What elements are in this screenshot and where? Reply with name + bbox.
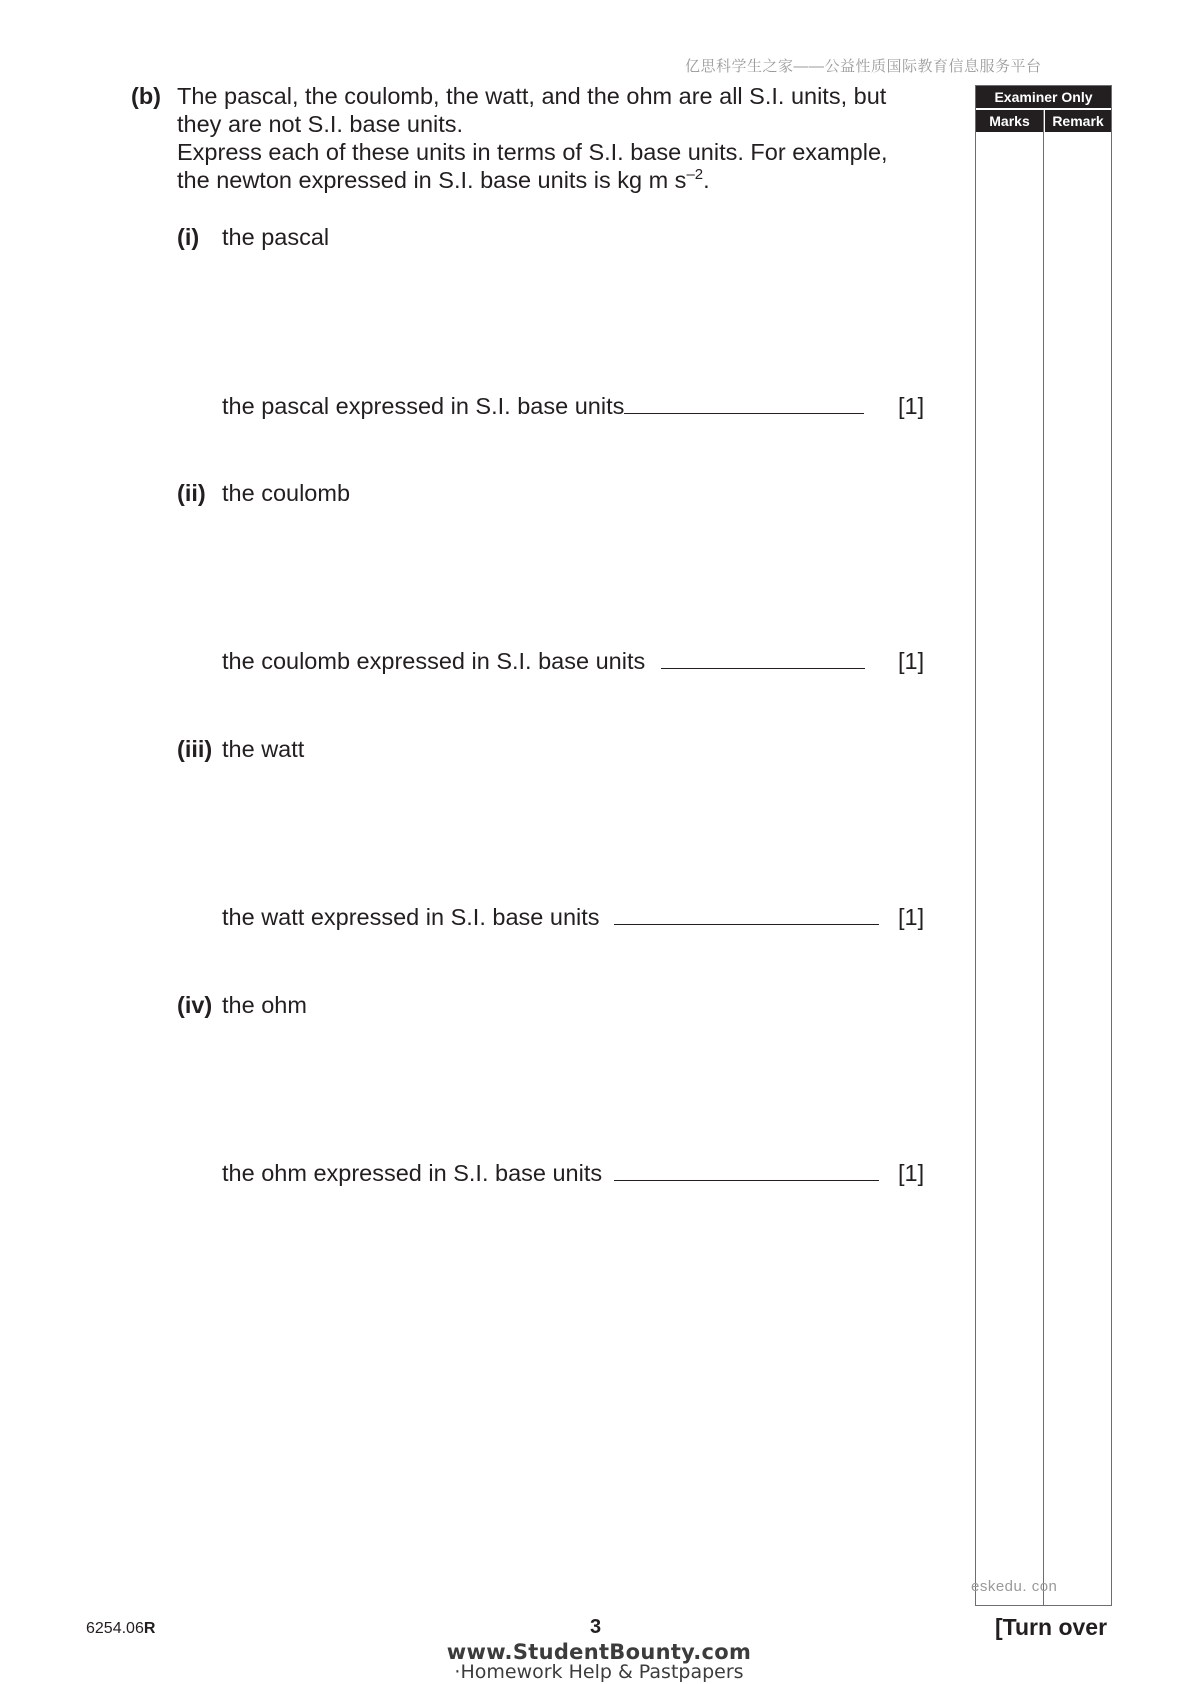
- superscript-exponent: –2: [686, 166, 704, 183]
- part-iv-label: (iv): [177, 992, 213, 1018]
- question-line-1: The pascal, the coulomb, the watt, and the ohm are all S.I. units, but: [177, 83, 887, 109]
- examiner-only-box: [975, 85, 1112, 1606]
- examiner-column-divider: [1043, 110, 1044, 1605]
- paper-code-suffix: R: [143, 1620, 156, 1637]
- part-ii-label: (ii): [177, 480, 206, 506]
- part-ii-answer-row: [222, 648, 865, 675]
- turn-over: [Turn over: [995, 1614, 1108, 1640]
- part-iv-answer-row: [222, 1160, 879, 1187]
- part-i-answer-row: [222, 393, 864, 420]
- part-i-marks: [1]: [898, 393, 925, 419]
- question-line-2: they are not S.I. base units.: [177, 111, 464, 137]
- question-label: (b): [131, 83, 162, 109]
- part-i-label: (i): [177, 224, 200, 250]
- part-ii-answer-blank[interactable]: [661, 648, 865, 669]
- part-iv-marks: [1]: [898, 1160, 925, 1186]
- paper-code-number: 6254.06: [86, 1620, 144, 1637]
- part-iv-answer-blank[interactable]: [614, 1160, 879, 1181]
- logo-tagline: ·Homework Help & Pastpapers: [454, 1661, 744, 1683]
- question-line-4: [177, 166, 710, 198]
- part-ii-title: the coulomb: [222, 480, 351, 506]
- part-iii-title: the watt: [222, 736, 305, 762]
- question-line-4-text: the newton expressed in S.I. base units is kg m s: [177, 167, 687, 193]
- question-line-4-end: .: [703, 167, 710, 193]
- examiner-only-header: Examiner Only: [976, 86, 1111, 108]
- part-iii-answer-row: [222, 904, 879, 931]
- part-iv-title: the ohm: [222, 992, 307, 1018]
- page-number: 3: [590, 1616, 602, 1638]
- part-iv-answer-prompt: the ohm expressed in S.I. base units: [222, 1160, 603, 1186]
- part-iii-label: (iii): [177, 736, 213, 762]
- part-ii-marks: [1]: [898, 648, 925, 674]
- part-i-answer-prompt: the pascal expressed in S.I. base units: [222, 393, 625, 419]
- part-i-answer-blank[interactable]: [624, 393, 864, 414]
- part-iii-answer-blank[interactable]: [614, 904, 879, 925]
- watermark-header: 亿思科学生之家——公益性质国际教育信息服务平台: [685, 58, 1042, 75]
- part-iii-answer-prompt: the watt expressed in S.I. base units: [222, 904, 600, 930]
- studentbounty-logo[interactable]: [444, 1640, 754, 1683]
- question-line-3: Express each of these units in terms of S.I. base units. For example,: [177, 139, 888, 165]
- watermark-footer: eskedu. con: [971, 1578, 1058, 1595]
- part-iii-marks: [1]: [898, 904, 925, 930]
- part-ii-answer-prompt: the coulomb expressed in S.I. base units: [222, 648, 646, 674]
- marks-column-header: Marks: [976, 110, 1043, 132]
- logo-url: www.StudentBounty.com: [446, 1640, 752, 1664]
- part-i-title: the pascal: [222, 224, 330, 250]
- remark-column-header: Remark: [1045, 110, 1111, 132]
- paper-code: [86, 1620, 155, 1638]
